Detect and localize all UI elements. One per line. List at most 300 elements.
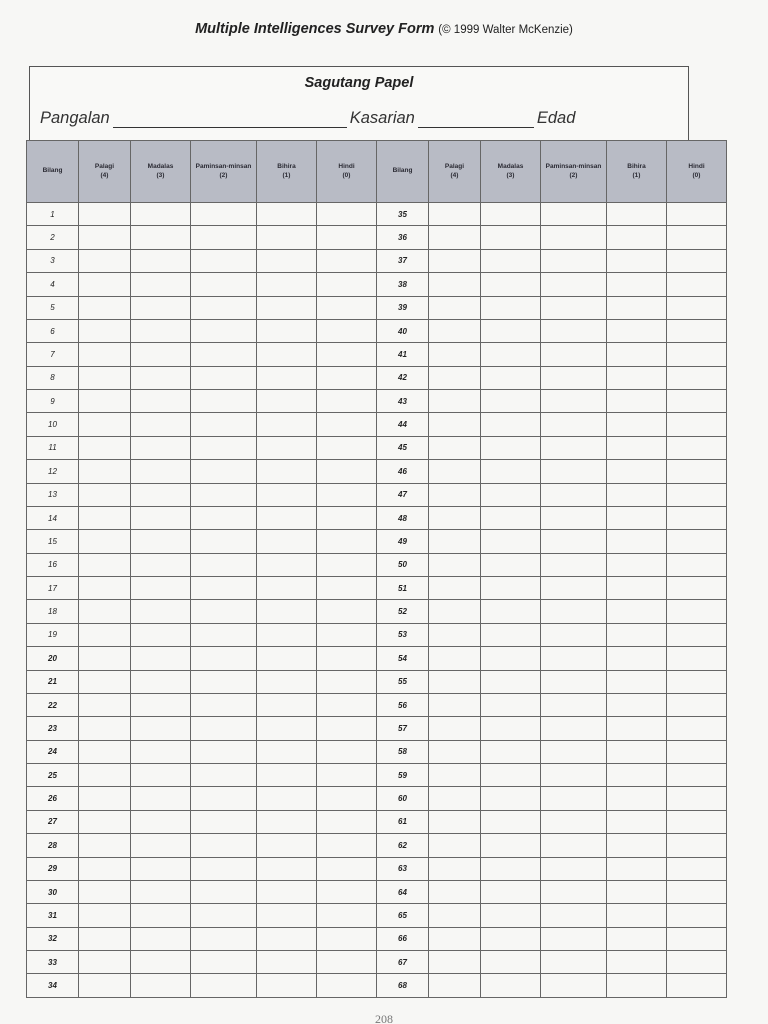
answer-cell[interactable] xyxy=(607,203,667,226)
answer-cell[interactable] xyxy=(191,974,257,998)
answer-cell[interactable] xyxy=(257,249,317,272)
answer-cell[interactable] xyxy=(191,880,257,903)
answer-cell[interactable] xyxy=(79,787,131,810)
answer-cell[interactable] xyxy=(317,740,377,763)
answer-cell[interactable] xyxy=(667,904,727,927)
answer-cell[interactable] xyxy=(481,343,541,366)
answer-cell[interactable] xyxy=(481,810,541,833)
answer-cell[interactable] xyxy=(429,880,481,903)
answer-cell[interactable] xyxy=(607,249,667,272)
answer-cell[interactable] xyxy=(541,343,607,366)
answer-cell[interactable] xyxy=(191,366,257,389)
answer-cell[interactable] xyxy=(481,693,541,716)
answer-cell[interactable] xyxy=(607,880,667,903)
answer-cell[interactable] xyxy=(429,366,481,389)
answer-cell[interactable] xyxy=(191,203,257,226)
answer-cell[interactable] xyxy=(131,810,191,833)
answer-cell[interactable] xyxy=(131,857,191,880)
answer-cell[interactable] xyxy=(191,390,257,413)
answer-cell[interactable] xyxy=(481,483,541,506)
answer-cell[interactable] xyxy=(79,693,131,716)
answer-cell[interactable] xyxy=(79,506,131,529)
answer-cell[interactable] xyxy=(481,530,541,553)
answer-cell[interactable] xyxy=(257,296,317,319)
answer-cell[interactable] xyxy=(191,857,257,880)
answer-cell[interactable] xyxy=(667,600,727,623)
answer-cell[interactable] xyxy=(131,600,191,623)
answer-cell[interactable] xyxy=(429,810,481,833)
answer-cell[interactable] xyxy=(131,904,191,927)
answer-cell[interactable] xyxy=(317,904,377,927)
answer-cell[interactable] xyxy=(131,880,191,903)
answer-cell[interactable] xyxy=(667,366,727,389)
answer-cell[interactable] xyxy=(667,974,727,998)
answer-cell[interactable] xyxy=(317,273,377,296)
answer-cell[interactable] xyxy=(257,319,317,342)
answer-cell[interactable] xyxy=(667,764,727,787)
answer-cell[interactable] xyxy=(481,623,541,646)
answer-cell[interactable] xyxy=(541,880,607,903)
answer-cell[interactable] xyxy=(131,740,191,763)
answer-cell[interactable] xyxy=(257,506,317,529)
answer-cell[interactable] xyxy=(667,436,727,459)
answer-cell[interactable] xyxy=(79,880,131,903)
answer-cell[interactable] xyxy=(429,670,481,693)
answer-cell[interactable] xyxy=(191,740,257,763)
answer-cell[interactable] xyxy=(667,319,727,342)
answer-cell[interactable] xyxy=(257,787,317,810)
answer-cell[interactable] xyxy=(607,483,667,506)
answer-cell[interactable] xyxy=(667,577,727,600)
answer-cell[interactable] xyxy=(429,553,481,576)
answer-cell[interactable] xyxy=(481,366,541,389)
answer-cell[interactable] xyxy=(607,343,667,366)
answer-cell[interactable] xyxy=(481,904,541,927)
answer-cell[interactable] xyxy=(257,413,317,436)
answer-cell[interactable] xyxy=(79,740,131,763)
answer-cell[interactable] xyxy=(607,764,667,787)
answer-cell[interactable] xyxy=(607,857,667,880)
answer-cell[interactable] xyxy=(541,974,607,998)
answer-cell[interactable] xyxy=(257,647,317,670)
answer-cell[interactable] xyxy=(541,460,607,483)
answer-cell[interactable] xyxy=(257,670,317,693)
answer-cell[interactable] xyxy=(667,296,727,319)
answer-cell[interactable] xyxy=(79,670,131,693)
answer-cell[interactable] xyxy=(429,390,481,413)
answer-cell[interactable] xyxy=(191,927,257,950)
answer-cell[interactable] xyxy=(191,436,257,459)
answer-cell[interactable] xyxy=(131,296,191,319)
answer-cell[interactable] xyxy=(607,787,667,810)
answer-cell[interactable] xyxy=(481,787,541,810)
answer-cell[interactable] xyxy=(667,693,727,716)
answer-cell[interactable] xyxy=(667,927,727,950)
answer-cell[interactable] xyxy=(429,530,481,553)
answer-cell[interactable] xyxy=(429,203,481,226)
answer-cell[interactable] xyxy=(429,904,481,927)
answer-cell[interactable] xyxy=(191,693,257,716)
answer-cell[interactable] xyxy=(429,600,481,623)
answer-cell[interactable] xyxy=(667,273,727,296)
answer-cell[interactable] xyxy=(79,390,131,413)
answer-cell[interactable] xyxy=(257,553,317,576)
answer-cell[interactable] xyxy=(317,319,377,342)
answer-cell[interactable] xyxy=(429,483,481,506)
answer-cell[interactable] xyxy=(131,530,191,553)
answer-cell[interactable] xyxy=(667,623,727,646)
answer-cell[interactable] xyxy=(541,857,607,880)
answer-cell[interactable] xyxy=(607,623,667,646)
answer-cell[interactable] xyxy=(429,436,481,459)
answer-cell[interactable] xyxy=(317,927,377,950)
answer-cell[interactable] xyxy=(667,343,727,366)
answer-cell[interactable] xyxy=(317,249,377,272)
answer-cell[interactable] xyxy=(317,506,377,529)
answer-cell[interactable] xyxy=(667,390,727,413)
answer-cell[interactable] xyxy=(541,319,607,342)
answer-cell[interactable] xyxy=(481,717,541,740)
answer-cell[interactable] xyxy=(191,296,257,319)
answer-cell[interactable] xyxy=(79,577,131,600)
answer-cell[interactable] xyxy=(131,951,191,974)
answer-cell[interactable] xyxy=(317,717,377,740)
answer-cell[interactable] xyxy=(429,764,481,787)
answer-cell[interactable] xyxy=(191,647,257,670)
answer-cell[interactable] xyxy=(429,834,481,857)
answer-cell[interactable] xyxy=(131,436,191,459)
answer-cell[interactable] xyxy=(257,343,317,366)
answer-cell[interactable] xyxy=(607,506,667,529)
answer-cell[interactable] xyxy=(257,273,317,296)
answer-cell[interactable] xyxy=(481,764,541,787)
answer-cell[interactable] xyxy=(131,343,191,366)
answer-cell[interactable] xyxy=(481,857,541,880)
answer-cell[interactable] xyxy=(79,974,131,998)
answer-cell[interactable] xyxy=(541,810,607,833)
answer-cell[interactable] xyxy=(541,577,607,600)
answer-cell[interactable] xyxy=(79,927,131,950)
answer-cell[interactable] xyxy=(481,273,541,296)
answer-cell[interactable] xyxy=(131,273,191,296)
answer-cell[interactable] xyxy=(79,203,131,226)
answer-cell[interactable] xyxy=(79,810,131,833)
answer-cell[interactable] xyxy=(257,623,317,646)
answer-cell[interactable] xyxy=(481,226,541,249)
name-field[interactable] xyxy=(113,112,347,128)
answer-cell[interactable] xyxy=(191,717,257,740)
answer-cell[interactable] xyxy=(429,647,481,670)
answer-cell[interactable] xyxy=(79,273,131,296)
answer-cell[interactable] xyxy=(541,600,607,623)
answer-cell[interactable] xyxy=(79,413,131,436)
answer-cell[interactable] xyxy=(191,530,257,553)
answer-cell[interactable] xyxy=(481,647,541,670)
answer-cell[interactable] xyxy=(667,740,727,763)
answer-cell[interactable] xyxy=(429,717,481,740)
answer-cell[interactable] xyxy=(541,927,607,950)
answer-cell[interactable] xyxy=(541,436,607,459)
answer-cell[interactable] xyxy=(317,413,377,436)
answer-cell[interactable] xyxy=(667,553,727,576)
answer-cell[interactable] xyxy=(317,600,377,623)
answer-cell[interactable] xyxy=(429,623,481,646)
answer-cell[interactable] xyxy=(607,904,667,927)
answer-cell[interactable] xyxy=(131,460,191,483)
answer-cell[interactable] xyxy=(317,810,377,833)
answer-cell[interactable] xyxy=(541,203,607,226)
answer-cell[interactable] xyxy=(541,834,607,857)
answer-cell[interactable] xyxy=(317,951,377,974)
answer-cell[interactable] xyxy=(607,717,667,740)
answer-cell[interactable] xyxy=(79,460,131,483)
answer-cell[interactable] xyxy=(667,670,727,693)
answer-cell[interactable] xyxy=(541,740,607,763)
answer-cell[interactable] xyxy=(429,343,481,366)
answer-cell[interactable] xyxy=(79,296,131,319)
answer-cell[interactable] xyxy=(131,366,191,389)
answer-cell[interactable] xyxy=(79,951,131,974)
answer-cell[interactable] xyxy=(191,319,257,342)
answer-cell[interactable] xyxy=(667,506,727,529)
answer-cell[interactable] xyxy=(317,880,377,903)
answer-cell[interactable] xyxy=(131,693,191,716)
answer-cell[interactable] xyxy=(667,249,727,272)
answer-cell[interactable] xyxy=(79,249,131,272)
answer-cell[interactable] xyxy=(131,647,191,670)
answer-cell[interactable] xyxy=(131,764,191,787)
answer-cell[interactable] xyxy=(541,413,607,436)
answer-cell[interactable] xyxy=(191,249,257,272)
answer-cell[interactable] xyxy=(257,927,317,950)
answer-cell[interactable] xyxy=(481,600,541,623)
answer-cell[interactable] xyxy=(317,553,377,576)
answer-cell[interactable] xyxy=(79,483,131,506)
answer-cell[interactable] xyxy=(481,974,541,998)
answer-cell[interactable] xyxy=(667,647,727,670)
answer-cell[interactable] xyxy=(667,951,727,974)
answer-cell[interactable] xyxy=(131,834,191,857)
answer-cell[interactable] xyxy=(131,787,191,810)
answer-cell[interactable] xyxy=(257,717,317,740)
answer-cell[interactable] xyxy=(257,810,317,833)
answer-cell[interactable] xyxy=(191,577,257,600)
answer-cell[interactable] xyxy=(429,249,481,272)
answer-cell[interactable] xyxy=(607,974,667,998)
answer-cell[interactable] xyxy=(79,717,131,740)
answer-cell[interactable] xyxy=(607,693,667,716)
answer-cell[interactable] xyxy=(79,600,131,623)
answer-cell[interactable] xyxy=(607,670,667,693)
answer-cell[interactable] xyxy=(191,834,257,857)
answer-cell[interactable] xyxy=(607,436,667,459)
answer-cell[interactable] xyxy=(607,460,667,483)
answer-cell[interactable] xyxy=(191,553,257,576)
answer-cell[interactable] xyxy=(257,880,317,903)
answer-cell[interactable] xyxy=(317,366,377,389)
answer-cell[interactable] xyxy=(481,880,541,903)
answer-cell[interactable] xyxy=(317,390,377,413)
answer-cell[interactable] xyxy=(191,623,257,646)
answer-cell[interactable] xyxy=(191,483,257,506)
answer-cell[interactable] xyxy=(257,600,317,623)
answer-cell[interactable] xyxy=(481,319,541,342)
answer-cell[interactable] xyxy=(429,787,481,810)
answer-cell[interactable] xyxy=(667,717,727,740)
answer-cell[interactable] xyxy=(481,506,541,529)
answer-cell[interactable] xyxy=(667,483,727,506)
answer-cell[interactable] xyxy=(541,483,607,506)
answer-cell[interactable] xyxy=(607,413,667,436)
answer-cell[interactable] xyxy=(131,623,191,646)
answer-cell[interactable] xyxy=(429,460,481,483)
answer-cell[interactable] xyxy=(667,530,727,553)
answer-cell[interactable] xyxy=(429,857,481,880)
answer-cell[interactable] xyxy=(429,226,481,249)
answer-cell[interactable] xyxy=(667,787,727,810)
answer-cell[interactable] xyxy=(257,834,317,857)
answer-cell[interactable] xyxy=(541,717,607,740)
answer-cell[interactable] xyxy=(607,226,667,249)
answer-cell[interactable] xyxy=(429,927,481,950)
answer-cell[interactable] xyxy=(257,740,317,763)
answer-cell[interactable] xyxy=(131,226,191,249)
answer-cell[interactable] xyxy=(257,974,317,998)
answer-cell[interactable] xyxy=(481,296,541,319)
answer-cell[interactable] xyxy=(541,693,607,716)
answer-cell[interactable] xyxy=(131,927,191,950)
answer-cell[interactable] xyxy=(191,810,257,833)
answer-cell[interactable] xyxy=(131,506,191,529)
answer-cell[interactable] xyxy=(191,506,257,529)
answer-cell[interactable] xyxy=(541,226,607,249)
answer-cell[interactable] xyxy=(667,226,727,249)
answer-cell[interactable] xyxy=(481,577,541,600)
answer-cell[interactable] xyxy=(541,366,607,389)
answer-cell[interactable] xyxy=(257,951,317,974)
answer-cell[interactable] xyxy=(429,413,481,436)
answer-cell[interactable] xyxy=(131,553,191,576)
answer-cell[interactable] xyxy=(607,390,667,413)
answer-cell[interactable] xyxy=(131,390,191,413)
answer-cell[interactable] xyxy=(429,693,481,716)
answer-cell[interactable] xyxy=(317,693,377,716)
answer-cell[interactable] xyxy=(607,366,667,389)
answer-cell[interactable] xyxy=(191,460,257,483)
answer-cell[interactable] xyxy=(481,740,541,763)
answer-cell[interactable] xyxy=(541,623,607,646)
answer-cell[interactable] xyxy=(541,904,607,927)
answer-cell[interactable] xyxy=(257,857,317,880)
answer-cell[interactable] xyxy=(481,951,541,974)
answer-cell[interactable] xyxy=(317,764,377,787)
answer-cell[interactable] xyxy=(79,226,131,249)
answer-cell[interactable] xyxy=(481,553,541,576)
answer-cell[interactable] xyxy=(79,623,131,646)
answer-cell[interactable] xyxy=(607,810,667,833)
answer-cell[interactable] xyxy=(541,530,607,553)
answer-cell[interactable] xyxy=(541,249,607,272)
answer-cell[interactable] xyxy=(541,647,607,670)
answer-cell[interactable] xyxy=(541,506,607,529)
answer-cell[interactable] xyxy=(317,787,377,810)
answer-cell[interactable] xyxy=(79,834,131,857)
answer-cell[interactable] xyxy=(481,670,541,693)
answer-cell[interactable] xyxy=(607,927,667,950)
answer-cell[interactable] xyxy=(481,460,541,483)
answer-cell[interactable] xyxy=(257,764,317,787)
answer-cell[interactable] xyxy=(481,413,541,436)
answer-cell[interactable] xyxy=(541,273,607,296)
answer-cell[interactable] xyxy=(429,319,481,342)
answer-cell[interactable] xyxy=(257,366,317,389)
sex-field[interactable] xyxy=(418,112,534,128)
answer-cell[interactable] xyxy=(481,249,541,272)
answer-cell[interactable] xyxy=(607,530,667,553)
answer-cell[interactable] xyxy=(317,577,377,600)
answer-cell[interactable] xyxy=(481,927,541,950)
answer-cell[interactable] xyxy=(541,787,607,810)
answer-cell[interactable] xyxy=(481,436,541,459)
answer-cell[interactable] xyxy=(607,577,667,600)
answer-cell[interactable] xyxy=(667,857,727,880)
answer-cell[interactable] xyxy=(481,203,541,226)
answer-cell[interactable] xyxy=(191,413,257,436)
answer-cell[interactable] xyxy=(257,577,317,600)
answer-cell[interactable] xyxy=(541,764,607,787)
answer-cell[interactable] xyxy=(79,764,131,787)
answer-cell[interactable] xyxy=(131,670,191,693)
answer-cell[interactable] xyxy=(317,834,377,857)
answer-cell[interactable] xyxy=(131,203,191,226)
answer-cell[interactable] xyxy=(429,974,481,998)
answer-cell[interactable] xyxy=(79,530,131,553)
answer-cell[interactable] xyxy=(257,460,317,483)
answer-cell[interactable] xyxy=(481,390,541,413)
answer-cell[interactable] xyxy=(257,904,317,927)
answer-cell[interactable] xyxy=(131,319,191,342)
answer-cell[interactable] xyxy=(191,764,257,787)
answer-cell[interactable] xyxy=(317,343,377,366)
answer-cell[interactable] xyxy=(667,413,727,436)
answer-cell[interactable] xyxy=(481,834,541,857)
answer-cell[interactable] xyxy=(607,834,667,857)
answer-cell[interactable] xyxy=(191,273,257,296)
answer-cell[interactable] xyxy=(131,249,191,272)
answer-cell[interactable] xyxy=(257,390,317,413)
answer-cell[interactable] xyxy=(607,553,667,576)
answer-cell[interactable] xyxy=(191,787,257,810)
answer-cell[interactable] xyxy=(667,880,727,903)
answer-cell[interactable] xyxy=(257,483,317,506)
answer-cell[interactable] xyxy=(131,483,191,506)
answer-cell[interactable] xyxy=(667,834,727,857)
answer-cell[interactable] xyxy=(429,577,481,600)
answer-cell[interactable] xyxy=(317,623,377,646)
answer-cell[interactable] xyxy=(667,810,727,833)
answer-cell[interactable] xyxy=(131,717,191,740)
answer-cell[interactable] xyxy=(541,670,607,693)
answer-cell[interactable] xyxy=(79,436,131,459)
answer-cell[interactable] xyxy=(317,436,377,459)
answer-cell[interactable] xyxy=(317,647,377,670)
answer-cell[interactable] xyxy=(257,436,317,459)
answer-cell[interactable] xyxy=(317,460,377,483)
answer-cell[interactable] xyxy=(607,600,667,623)
answer-cell[interactable] xyxy=(257,693,317,716)
answer-cell[interactable] xyxy=(541,390,607,413)
answer-cell[interactable] xyxy=(131,974,191,998)
